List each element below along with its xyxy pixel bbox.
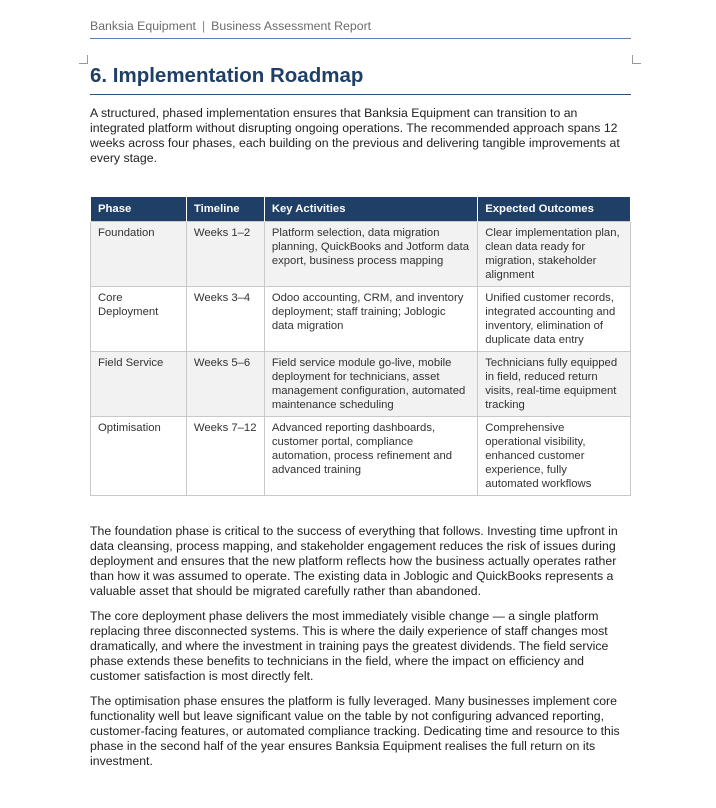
header-company: Banksia Equipment: [90, 19, 196, 33]
cell-timeline: Weeks 7–12: [186, 416, 264, 495]
cell-phase: Foundation: [91, 221, 187, 286]
column-header-outcomes: Expected Outcomes: [478, 196, 631, 221]
crop-mark-left: [79, 55, 88, 64]
cell-activities: Odoo accounting, CRM, and inventory deployment; staff training; Joblogic data migration: [264, 286, 477, 351]
body-paragraph-foundation: The foundation phase is critical to the success of everything that follows. Investing time upfront in data cleansing, process mapping, and stakeholder engagement reduces the risk of issues during deployment and ensures that the new platform reflects how the business actually operates rather than how it was assumed to operate. The existing data in Joblogic and QuickBooks represents a valuable asset that should be migrated carefully rather than abandoned.: [90, 523, 618, 598]
cell-timeline: Weeks 5–6: [186, 351, 264, 416]
column-header-phase: Phase: [91, 196, 187, 221]
cell-activities: Advanced reporting dashboards, customer portal, compliance automation, process refinement and advanced training: [264, 416, 477, 495]
header-separator: |: [201, 19, 206, 33]
cell-outcomes: Comprehensive operational visibility, enhanced customer experience, fully automated workflows: [478, 416, 631, 495]
cell-activities: Platform selection, data migration planning, QuickBooks and Jotform data export, business process mapping: [264, 221, 477, 286]
body-paragraph-core-deployment: The core deployment phase delivers the most immediately visible change — a single platform replacing three disconnected systems. This is where the daily experience of staff changes most dramatically, and where the investment in training pays the greatest dividends. The field service phase extends these benefits to technicians in the field, where the impact on efficiency and customer satisfaction is most directly felt.: [90, 608, 609, 683]
roadmap-table: [90, 196, 631, 496]
cell-activities: Field service module go-live, mobile deployment for technicians, asset management configuration, automated maintenance scheduling: [264, 351, 477, 416]
crop-mark-right: [632, 55, 641, 64]
cell-phase: Core Deployment: [91, 286, 187, 351]
section-title: 6. Implementation Roadmap: [90, 64, 631, 95]
cell-outcomes: Technicians fully equipped in field, reduced return visits, real-time equipment tracking: [478, 351, 631, 416]
body-paragraph-optimisation: The optimisation phase ensures the platform is fully leveraged. Many businesses implement core functionality well but leave significant value on the table by not configuring advanced reporting, customer-facing features, or automated compliance tracking. Dedicating time and resource to this phase in the second half of the year ensures Banksia Equipment realises the full return on its investment.: [90, 693, 620, 768]
table-row: [91, 351, 631, 416]
running-header: [90, 19, 631, 39]
section-content: [90, 64, 631, 769]
table-row: [91, 221, 631, 286]
table-row: [91, 286, 631, 351]
intro-paragraph: A structured, phased implementation ensures that Banksia Equipment can transition to an integrated platform without disrupting ongoing operations. The recommended approach spans 12 weeks across four phases, each building on the previous and delivering tangible improvements at every stage.: [90, 105, 620, 165]
cell-timeline: Weeks 1–2: [186, 221, 264, 286]
cell-phase: Optimisation: [91, 416, 187, 495]
table-header-row: [91, 196, 631, 221]
header-report-title: Business Assessment Report: [211, 19, 372, 33]
cell-outcomes: Unified customer records, integrated accounting and inventory, elimination of duplicate data entry: [478, 286, 631, 351]
cell-outcomes: Clear implementation plan, clean data ready for migration, stakeholder alignment: [478, 221, 631, 286]
column-header-activities: Key Activities: [264, 196, 477, 221]
column-header-timeline: Timeline: [186, 196, 264, 221]
cell-timeline: Weeks 3–4: [186, 286, 264, 351]
table-row: [91, 416, 631, 495]
cell-phase: Field Service: [91, 351, 187, 416]
